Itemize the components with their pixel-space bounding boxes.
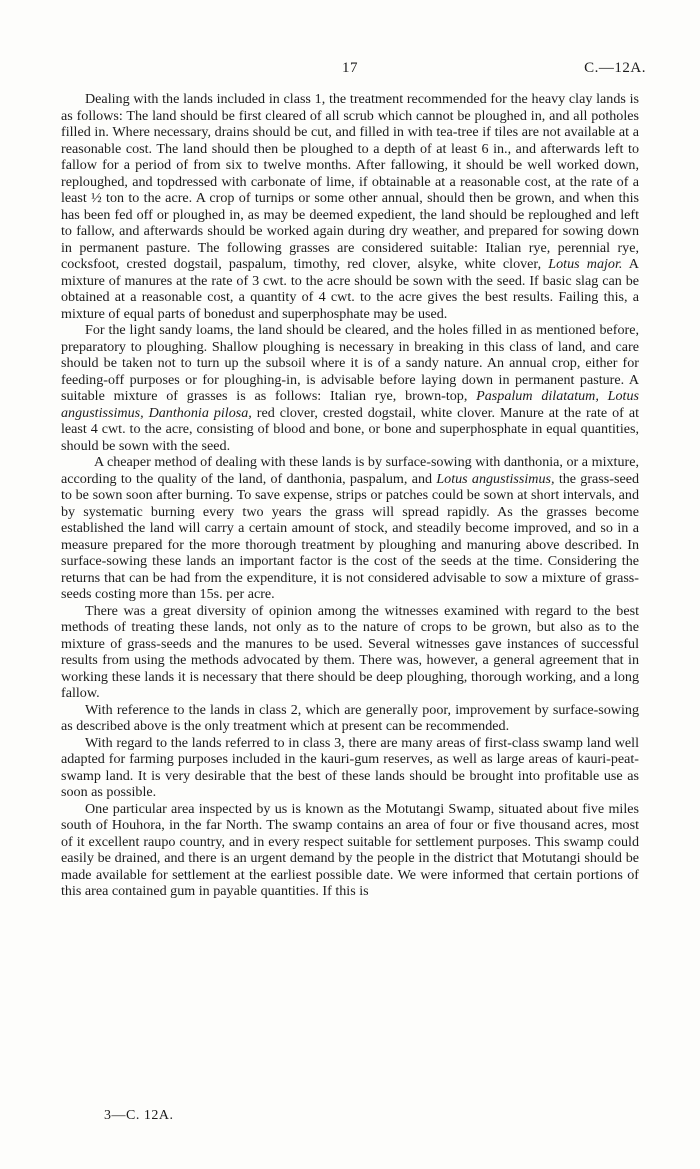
text-run: A mixture of manures at the rate of 3 cwt. to the acre should be sown with the seed. If basic slag can be obtained at a reasonable cost, a quantity of 4 cwt. to the acre gives the best results. Failing this, a mixture of equal parts of bonedust and superphosphate may be used. xyxy=(61,256,639,322)
paragraph xyxy=(61,603,639,702)
printer-signature: 3—C. 12A. xyxy=(104,1108,174,1123)
text-run: There was a great diversity of opinion among the witnesses examined with regard to the best methods of treating these lands, not only as to the nature of crops to be grown, but also as to the mixture of grass-seeds and the manures to be used. Several witnesses gave instances of successful results from using the methods advocated by them. There was, however, a general agreement that in working these lands it is necessary that there should be deep ploughing, thorough working, and a long fallow. xyxy=(61,602,639,701)
italic-text: Lotus major. xyxy=(548,256,623,272)
paragraph xyxy=(61,702,639,735)
text-run: red clover, crested dogstail, white clover. Manure at the rate of at least 4 cwt. to the acre, consisting of blood and bone, or bone and superphosphate in equal quantities, should be sown with the seed. xyxy=(61,404,639,454)
italic-text: Lotus angustissimus, xyxy=(436,470,555,487)
text-run: A cheaper method of dealing with these lands is by surface-sowing with danthonia, or a mixture, according to the quality of the land, of danthonia, paspalum, and xyxy=(61,454,639,487)
text-run: Dealing with the lands included in class 1, the treatment recommended for the heavy clay lands is as follows: The land should be first cleared of all scrub which cannot be ploughed in, and all potholes filled in. Where necessary, drains should be cut, and filled in with tea-tree if tiles are not available at a reasonable cost. The land should then be ploughed to a depth of at least 6 in., and afterwards left to fallow for a period of from six to twelve months. After fallowing, it should be well worked down, reploughed, and topdressed with carbonate of lime, if obtainable at a reasonable cost, at the rate of a least ½ ton to the acre. A crop of turnips or some other annual, should then be grown, and when this has been fed off or ploughed in, as may be deemed expedient, the land should be reploughed and left to fallow, and afterwards should be worked again during dry weather, and prepared for sowing down in permanent pasture. The following grasses are considered suitable: Italian rye, perennial rye, cocksfoot, crested dogstail, paspalum, timothy, red clover, alsyke, white clover, xyxy=(61,91,639,272)
text-run: One particular area inspected by us is known as the Motutangi Swamp, situated about five miles south of Houhora, in the far North. The swamp contains an area of four or five thousand acres, most of it excellent raupo country, and in every respect suitable for settlement purposes. This swamp could easily be drained, and there is an urgent demand by the people in the district that Motutangi should be made available for settlement at the earliest possible date. We were informed that certain portions of this area contained gum in payable quantities. If this is xyxy=(61,800,639,899)
text-run: With regard to the lands referred to in class 3, there are many areas of first-class swamp land well adapted for farming purposes included in the kauri-gum reserves, as well as large areas of kauri-peat-swamp land. It is very desirable that the best of these lands should be brought into profitable use as soon as possible. xyxy=(61,734,639,800)
paragraph xyxy=(61,322,639,454)
paragraph xyxy=(61,801,639,900)
page-number: 17 xyxy=(342,60,358,76)
paragraph xyxy=(61,735,639,801)
italic-text: Paspalum dilatatum, Lotus angustissimus, Danthonia pilosa, xyxy=(61,388,640,421)
text-run: For the light sandy loams, the land should be cleared, and the holes filled in as mentioned before, preparatory to ploughing. Shallow ploughing is necessary in breaking in this class of land, and care should be taken not to turn up the subsoil where it is of a sandy nature. An annual crop, either for feeding-off purposes or for ploughing-in, is advisable before laying down in permanent pasture. A suitable mixture of grasses is as follows: Italian rye, brown-top, xyxy=(61,322,639,404)
text-run: With reference to the lands in class 2, which are generally poor, improvement by surface-sowing as described above is the only treatment which at present can be recommended. xyxy=(61,701,639,734)
document-reference: C.—12A. xyxy=(584,60,646,76)
body-text xyxy=(61,91,639,900)
paragraph xyxy=(61,454,639,603)
text-run: the grass-seed to be sown soon after burning. To save expense, strips or patches could be sown at short intervals, and by systematic burning every two years the grass will spread rapidly. As the grasses become established the land will carry a certain amount of stock, and steadily become improved, and so in a measure prepared for the more thorough treatment by ploughing and manuring above described. In surface-sowing these lands an important factor is the cost of the seeds at the time. Considering the returns that can be had from the expenditure, it is not considered advisable to sow a mixture of grass-seeds costing more than 15s. per acre. xyxy=(61,470,640,602)
paragraph xyxy=(61,91,639,322)
